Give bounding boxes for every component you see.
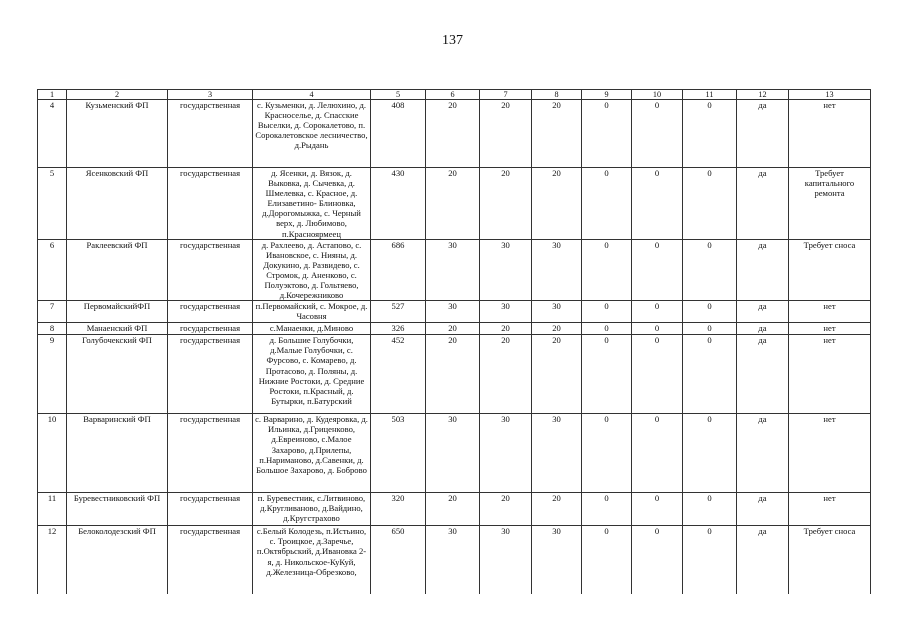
column-header: 7 xyxy=(480,90,532,100)
cell-11: 0 xyxy=(683,335,737,414)
cell-8: 20 xyxy=(532,100,582,168)
cell-8: 20 xyxy=(532,335,582,414)
cell-5: 430 xyxy=(371,168,426,240)
column-header: 8 xyxy=(532,90,582,100)
cell-13: нет xyxy=(789,335,871,414)
cell-6: 20 xyxy=(426,335,480,414)
cell-5: 650 xyxy=(371,526,426,594)
row-number: 8 xyxy=(38,323,67,335)
cell-13: нет xyxy=(789,100,871,168)
cell-8: 30 xyxy=(532,239,582,301)
cell-5: 686 xyxy=(371,239,426,301)
cell-11: 0 xyxy=(683,414,737,493)
ownership-form: государственная xyxy=(168,239,253,301)
cell-11: 0 xyxy=(683,239,737,301)
cell-8: 20 xyxy=(532,168,582,240)
cell-13: Требует капитального ремонта xyxy=(789,168,871,240)
cell-12: да xyxy=(737,414,789,493)
facility-name: ПервомайскийФП xyxy=(67,301,168,323)
cell-10: 0 xyxy=(632,301,683,323)
served-villages: с. Кузьменки, д. Лелюхино, д. Красноселье, д. Спасские Выселки, д. Сорокалетово, п. Сорокалетовское лесничество, д.Рыдань xyxy=(253,100,371,168)
cell-6: 20 xyxy=(426,100,480,168)
column-header: 2 xyxy=(67,90,168,100)
cell-9: 0 xyxy=(582,526,632,594)
cell-10: 0 xyxy=(632,323,683,335)
table-row xyxy=(38,526,871,594)
facilities-table xyxy=(37,89,871,594)
cell-8: 20 xyxy=(532,493,582,526)
cell-9: 0 xyxy=(582,100,632,168)
ownership-form: государственная xyxy=(168,301,253,323)
cell-10: 0 xyxy=(632,335,683,414)
cell-13: нет xyxy=(789,493,871,526)
row-number: 4 xyxy=(38,100,67,168)
cell-10: 0 xyxy=(632,526,683,594)
cell-5: 320 xyxy=(371,493,426,526)
cell-6: 30 xyxy=(426,301,480,323)
cell-12: да xyxy=(737,493,789,526)
page-number: 137 xyxy=(442,33,463,48)
ownership-form: государственная xyxy=(168,526,253,594)
ownership-form: государственная xyxy=(168,323,253,335)
cell-7: 20 xyxy=(480,493,532,526)
cell-12: да xyxy=(737,335,789,414)
column-header: 3 xyxy=(168,90,253,100)
column-number-row xyxy=(38,90,871,100)
cell-11: 0 xyxy=(683,526,737,594)
cell-9: 0 xyxy=(582,168,632,240)
served-villages: д. Большие Голубочки, д.Малые Голубочки, с. Фурсово, с. Комарево, д. Протасово, д. Поляны, д. Нижние Ростоки, д. Средние Ростоки, п.Красный, д. Бутырки, п.Батурский xyxy=(253,335,371,414)
cell-8: 30 xyxy=(532,526,582,594)
table-row xyxy=(38,100,871,168)
column-header: 10 xyxy=(632,90,683,100)
cell-12: да xyxy=(737,239,789,301)
facility-name: Варваринский ФП xyxy=(67,414,168,493)
cell-12: да xyxy=(737,301,789,323)
table-row xyxy=(38,335,871,414)
cell-5: 326 xyxy=(371,323,426,335)
facility-name: Голубочекский ФП xyxy=(67,335,168,414)
table-row xyxy=(38,414,871,493)
row-number: 7 xyxy=(38,301,67,323)
cell-6: 20 xyxy=(426,323,480,335)
served-villages: с.Белый Колодезь, п.Истьино, с. Троицкое, д.Заречье, п.Октябрьский, д.Ивановка 2-я, д. Никольское-КуКуй, д.Железница-Обрезково, xyxy=(253,526,371,594)
table-row xyxy=(38,323,871,335)
facility-name: Раклеевский ФП xyxy=(67,239,168,301)
cell-6: 30 xyxy=(426,526,480,594)
cell-13: Требует сноса xyxy=(789,526,871,594)
column-header: 1 xyxy=(38,90,67,100)
cell-6: 30 xyxy=(426,239,480,301)
cell-10: 0 xyxy=(632,168,683,240)
cell-7: 20 xyxy=(480,100,532,168)
cell-10: 0 xyxy=(632,414,683,493)
cell-6: 20 xyxy=(426,493,480,526)
cell-9: 0 xyxy=(582,493,632,526)
facility-name: Манаенский ФП xyxy=(67,323,168,335)
ownership-form: государственная xyxy=(168,168,253,240)
cell-7: 30 xyxy=(480,301,532,323)
served-villages: д. Рахлеево, д. Астапово, с. Ивановское, с. Нияны, д. Докукино, д. Развидево, с. Стромок, д. Аненково, с. Полуэктово, д. Гольтяево, д.Кочережниково xyxy=(253,239,371,301)
cell-9: 0 xyxy=(582,239,632,301)
cell-11: 0 xyxy=(683,493,737,526)
cell-10: 0 xyxy=(632,239,683,301)
cell-8: 30 xyxy=(532,301,582,323)
cell-5: 408 xyxy=(371,100,426,168)
cell-9: 0 xyxy=(582,414,632,493)
cell-9: 0 xyxy=(582,323,632,335)
cell-13: нет xyxy=(789,323,871,335)
row-number: 5 xyxy=(38,168,67,240)
cell-7: 20 xyxy=(480,323,532,335)
cell-10: 0 xyxy=(632,493,683,526)
ownership-form: государственная xyxy=(168,100,253,168)
ownership-form: государственная xyxy=(168,414,253,493)
row-number: 11 xyxy=(38,493,67,526)
cell-10: 0 xyxy=(632,100,683,168)
facility-name: Белоколодезский ФП xyxy=(67,526,168,594)
facility-name: Кузьменский ФП xyxy=(67,100,168,168)
cell-11: 0 xyxy=(683,323,737,335)
served-villages: п.Первомайский, с. Мокрое, д. Часовня xyxy=(253,301,371,323)
row-number: 6 xyxy=(38,239,67,301)
column-header: 6 xyxy=(426,90,480,100)
cell-5: 452 xyxy=(371,335,426,414)
cell-9: 0 xyxy=(582,301,632,323)
cell-7: 30 xyxy=(480,414,532,493)
cell-8: 20 xyxy=(532,323,582,335)
cell-11: 0 xyxy=(683,168,737,240)
cell-13: нет xyxy=(789,301,871,323)
cell-6: 30 xyxy=(426,414,480,493)
cell-12: да xyxy=(737,168,789,240)
cell-5: 527 xyxy=(371,301,426,323)
served-villages: с.Манаенки, д.Миново xyxy=(253,323,371,335)
cell-6: 20 xyxy=(426,168,480,240)
table-row xyxy=(38,239,871,301)
column-header: 9 xyxy=(582,90,632,100)
table-row xyxy=(38,168,871,240)
cell-7: 30 xyxy=(480,239,532,301)
row-number: 9 xyxy=(38,335,67,414)
row-number: 12 xyxy=(38,526,67,594)
column-header: 5 xyxy=(371,90,426,100)
served-villages: п. Буревестник, с.Литвиново, д.Кругливаново, д.Вайдино, д.Кругстрахово xyxy=(253,493,371,526)
cell-11: 0 xyxy=(683,301,737,323)
ownership-form: государственная xyxy=(168,493,253,526)
cell-12: да xyxy=(737,526,789,594)
cell-12: да xyxy=(737,323,789,335)
cell-5: 503 xyxy=(371,414,426,493)
cell-12: да xyxy=(737,100,789,168)
cell-13: Требует сноса xyxy=(789,239,871,301)
ownership-form: государственная xyxy=(168,335,253,414)
cell-9: 0 xyxy=(582,335,632,414)
table-row xyxy=(38,301,871,323)
cell-8: 30 xyxy=(532,414,582,493)
column-header: 11 xyxy=(683,90,737,100)
cell-11: 0 xyxy=(683,100,737,168)
column-header: 12 xyxy=(737,90,789,100)
cell-7: 30 xyxy=(480,526,532,594)
table-row xyxy=(38,493,871,526)
facility-name: Буревестниковский ФП xyxy=(67,493,168,526)
row-number: 10 xyxy=(38,414,67,493)
cell-7: 20 xyxy=(480,168,532,240)
column-header: 13 xyxy=(789,90,871,100)
served-villages: д. Ясенки, д. Вязок, д. Выковка, д. Сычевка, д. Шмелевка, с. Красное, д. Елизаветино- Блиновка, д.Дорогомыжка, с. Черный верх, д. Любимово, п.Красноярмеец xyxy=(253,168,371,240)
facility-name: Ясенковский ФП xyxy=(67,168,168,240)
column-header: 4 xyxy=(253,90,371,100)
cell-13: нет xyxy=(789,414,871,493)
cell-7: 20 xyxy=(480,335,532,414)
served-villages: с. Варварино, д. Кудеяровка, д. Ильинка, д.Гриценково, д.Евреиново, с.Малое Захарово, д.Прилепы, п.Нариманово, д.Савенки, д. Большое Захарово, д. Боброво xyxy=(253,414,371,493)
